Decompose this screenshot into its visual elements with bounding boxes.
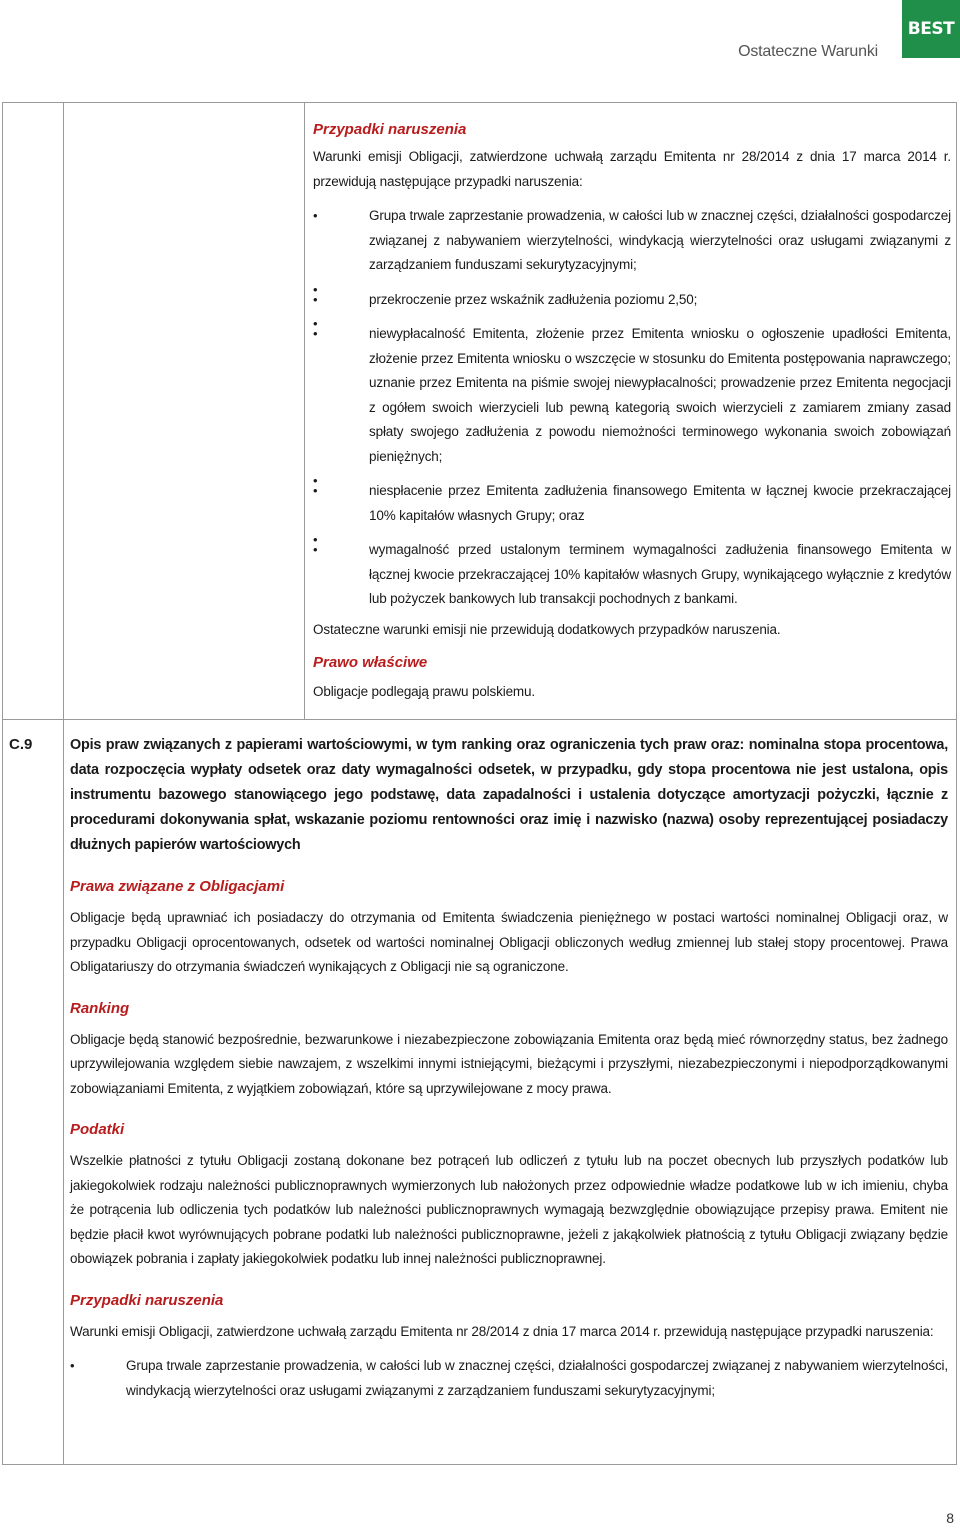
section-content: [70, 733, 948, 1403]
list-spacer: [313, 469, 951, 479]
rights-heading: Prawa związane z Obligacjami: [70, 878, 285, 895]
breach-closing: Ostateczne warunki emisji nie przewidują dodatkowych przypadków naruszenia.: [313, 621, 781, 637]
row-divider: [2, 719, 957, 720]
rights-text: Obligacje będą uprawniać ich posiadaczy do otrzymania od Emitenta świadczenia pieniężnego w postaci wartości nominalnej Obligacji oraz, w przypadku Obligacji oprocentowanych, odsetek od wartości nominalnej Obligacji obliczonych według zmiennej lub stałej stopy procentowej. Prawa Obligatariuszy do otrzymania świadczeń wynikających z Obligacji nie są ograniczone.: [70, 910, 948, 974]
law-text: Obligacje podlegają prawu polskiemu.: [313, 684, 535, 699]
list-item: • Grupa trwale zaprzestanie prowadzenia, w całości lub w znacznej części, działalności gospodarczej związanej z nabywaniem wierzytelności, windykacją wierzytelności oraz usługami związanymi z zarządzaniem funduszami sekurytyzacyjnymi;: [313, 204, 951, 278]
list-spacer: [313, 278, 951, 288]
column-divider-main: [63, 719, 64, 1465]
breach-intro: Warunki emisji Obligacji, zatwierdzone uchwałą zarządu Emitenta nr 28/2014 z dnia 17 marca 2014 r. przewidują następujące przypadki naruszenia:: [313, 149, 951, 189]
breach-heading: Przypadki naruszenia: [313, 121, 467, 138]
breach-text-2: Warunki emisji Obligacji, zatwierdzone uchwałą zarządu Emitenta nr 28/2014 z dnia 17 marca 2014 r. przewidują następujące przypadki naruszenia:: [70, 1323, 934, 1339]
list-item: • niespłacenie przez Emitenta zadłużenia finansowego Emitenta w łącznej kwocie przekraczającej 10% kapitałów własnych Grupy; oraz: [313, 479, 951, 528]
tax-heading: Podatki: [70, 1121, 125, 1138]
breach-bullet-list: [313, 204, 951, 612]
ranking-text: Obligacje będą stanowić bezpośrednie, bezwarunkowe i niezabezpieczone zobowiązania Emitenta oraz będą mieć równorzędny status, bez żadnego uprzywilejowania względem siebie nawzajem, z wszelkimi innymi istniejącymi, bieżącymi i przyszłymi, niezabezpieczonymi i niepodporządkowanymi zobowiązaniami Emitenta, z wyjątkiem zobowiązań, które są uprzywilejowane z mocy prawa.: [70, 1031, 948, 1096]
top-cell-content: [313, 117, 951, 705]
section-title: Opis praw związanych z papierami wartościowymi, w tym ranking oraz ograniczenia tych praw oraz: nominalna stopa procentowa, data rozpoczęcia wypłaty odsetek oraz daty wymagalności odsetek, w przypadku, gdy stopa procentowa nie jest ustalona, opis instrumentu bazowego stanowiącego jego podstawę, data zapadalności i ustalenia dotyczące amortyzacji pożyczki, łącznie z procedurami dokonywania spłat, wskazanie poziomu rentowności oraz imię i nazwisko (nazwa) osoby reprezentującej posiadaczy dłużnych papierów wartościowych: [70, 737, 948, 853]
tax-text: Wszelkie płatności z tytułu Obligacji zostaną dokonane bez potrąceń lub odliczeń z tytułu lub na poczet obecnych lub przyszłych podatków lub jakiegokolwiek rodzaju należności publicznoprawnych wymierzonych lub nałożonych przez odpowiednie władze podatkowe lub w ich imieniu, chyba że potrącenia lub odliczenia tych podatków lub należności publicznoprawnych wymagają bezwzględnie obowiązujące przepisy prawa. Emitent nie będzie płacił kwot wyrównujących pobrane podatki lub należności publicznoprawne, jeżeli z jakąkolwiek płatnością z tytułu Obligacji związany będzie obowiązek pobrania i zapłaty jakiegokolwiek podatku lub innej należności publicznoprawnej.: [70, 1153, 948, 1266]
list-spacer: [313, 312, 951, 322]
page-number: 8: [946, 1509, 954, 1526]
best-logo: BEST: [902, 0, 960, 58]
list-item: • niewypłacalność Emitenta, złożenie przez Emitenta wniosku o ogłoszenie upadłości Emitenta, złożenie przez Emitenta wniosku o wszczęcie w stosunku do Emitenta postępowania naprawczego; uznanie przez Emitenta na piśmie swojej niewypłacalności; prowadzenie przez Emitenta negocjacji z ogółem swoich wierzycieli lub pewną kategorią swoich wierzycieli z zamiarem zmiany zasad spłaty swojego zadłużenia z powodu niemożności terminowego wykonania swoich zobowiązań pieniężnych;: [313, 322, 951, 469]
law-heading: Prawo właściwe: [313, 654, 428, 671]
column-divider-2: [304, 102, 305, 719]
section-code: C.9: [9, 736, 33, 753]
ranking-heading: Ranking: [70, 999, 130, 1017]
list-item: • Grupa trwale zaprzestanie prowadzenia, w całości lub w znacznej części, działalności gospodarczej związanej z nabywaniem wierzytelności, windykacją wierzytelności oraz usługami związanymi z zarządzaniem funduszami sekurytyzacyjnymi;: [70, 1354, 948, 1403]
breach-bullet-list-2: [70, 1354, 948, 1403]
list-item: • przekroczenie przez wskaźnik zadłużenia poziomu 2,50;: [313, 288, 951, 313]
list-item: • wymagalność przed ustalonym terminem wymagalności zadłużenia finansowego Emitenta w łącznej kwocie przekraczającej 10% kapitałów własnych Grupy, wynikającego wyłącznie z kredytów lub pożyczek bankowych lub transakcji pochodnych z bankami.: [313, 538, 951, 612]
breach-heading-2: Przypadki naruszenia: [70, 1291, 224, 1309]
header-title: Ostateczne Warunki: [738, 43, 878, 60]
column-divider-1: [63, 102, 64, 719]
list-spacer: [313, 528, 951, 538]
